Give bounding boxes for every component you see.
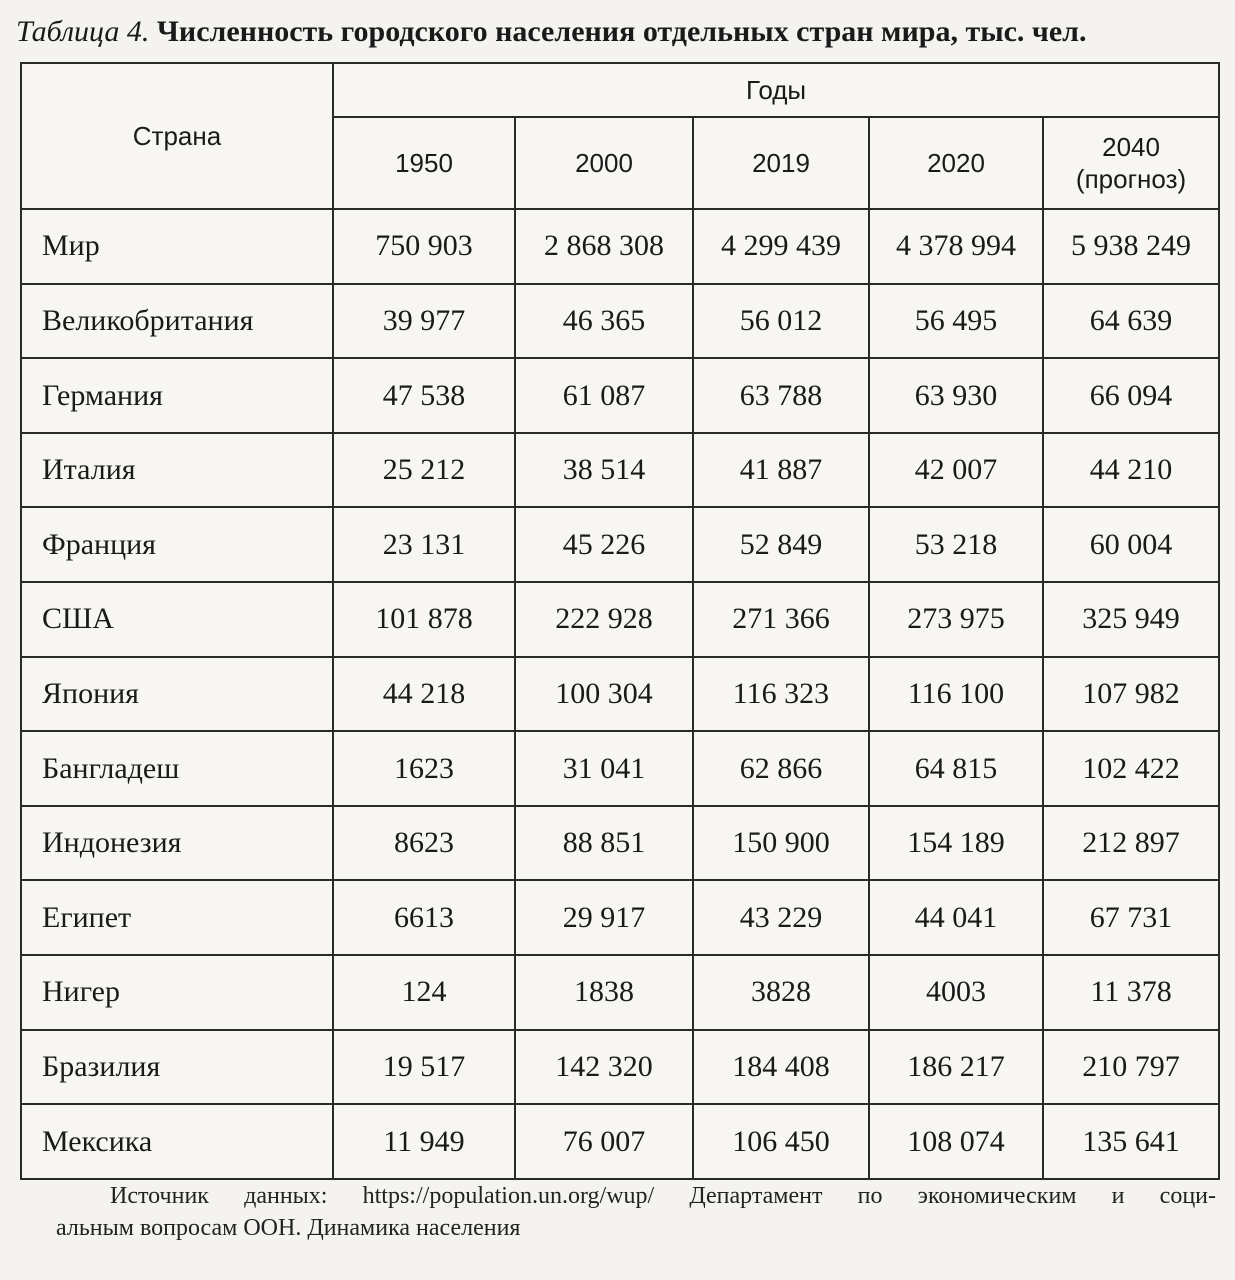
table-row bbox=[21, 880, 1219, 955]
table-row bbox=[21, 358, 1219, 433]
value-cell: 4003 bbox=[869, 955, 1043, 1030]
table-row bbox=[21, 955, 1219, 1030]
value-cell: 25 212 bbox=[333, 433, 515, 508]
country-cell: Нигер bbox=[21, 955, 333, 1030]
value-cell: 102 422 bbox=[1043, 731, 1219, 806]
table-row bbox=[21, 284, 1219, 359]
value-cell: 6613 bbox=[333, 880, 515, 955]
value-cell: 31 041 bbox=[515, 731, 693, 806]
value-cell: 39 977 bbox=[333, 284, 515, 359]
value-cell: 66 094 bbox=[1043, 358, 1219, 433]
country-cell: США bbox=[21, 582, 333, 657]
value-cell: 4 378 994 bbox=[869, 209, 1043, 284]
value-cell: 222 928 bbox=[515, 582, 693, 657]
country-cell: Индонезия bbox=[21, 806, 333, 881]
value-cell: 210 797 bbox=[1043, 1030, 1219, 1105]
year-header: 1950 bbox=[333, 117, 515, 209]
table-row bbox=[21, 731, 1219, 806]
value-cell: 142 320 bbox=[515, 1030, 693, 1105]
value-cell: 64 639 bbox=[1043, 284, 1219, 359]
country-cell: Мексика bbox=[21, 1104, 333, 1179]
value-cell: 124 bbox=[333, 955, 515, 1030]
value-cell: 186 217 bbox=[869, 1030, 1043, 1105]
value-cell: 67 731 bbox=[1043, 880, 1219, 955]
value-cell: 76 007 bbox=[515, 1104, 693, 1179]
value-cell: 106 450 bbox=[693, 1104, 869, 1179]
country-cell: Египет bbox=[21, 880, 333, 955]
value-cell: 2 868 308 bbox=[515, 209, 693, 284]
table-row bbox=[21, 209, 1219, 284]
table-row bbox=[21, 433, 1219, 508]
value-cell: 11 949 bbox=[333, 1104, 515, 1179]
year-header: 2019 bbox=[693, 117, 869, 209]
value-cell: 63 788 bbox=[693, 358, 869, 433]
table-row bbox=[21, 507, 1219, 582]
value-cell: 273 975 bbox=[869, 582, 1043, 657]
year-header: 2000 bbox=[515, 117, 693, 209]
years-header: Годы bbox=[333, 63, 1219, 117]
value-cell: 42 007 bbox=[869, 433, 1043, 508]
country-cell: Великобритания bbox=[21, 284, 333, 359]
value-cell: 88 851 bbox=[515, 806, 693, 881]
country-header: Страна bbox=[21, 63, 333, 209]
year-header: 2020 bbox=[869, 117, 1043, 209]
value-cell: 56 012 bbox=[693, 284, 869, 359]
value-cell: 46 365 bbox=[515, 284, 693, 359]
value-cell: 1623 bbox=[333, 731, 515, 806]
table-body bbox=[21, 209, 1219, 1179]
value-cell: 29 917 bbox=[515, 880, 693, 955]
value-cell: 212 897 bbox=[1043, 806, 1219, 881]
value-cell: 4 299 439 bbox=[693, 209, 869, 284]
value-cell: 8623 bbox=[333, 806, 515, 881]
value-cell: 116 100 bbox=[869, 657, 1043, 732]
value-cell: 47 538 bbox=[333, 358, 515, 433]
table-row bbox=[21, 582, 1219, 657]
value-cell: 60 004 bbox=[1043, 507, 1219, 582]
source-note bbox=[56, 1180, 1216, 1244]
country-cell: Япония bbox=[21, 657, 333, 732]
country-cell: Бразилия bbox=[21, 1030, 333, 1105]
value-cell: 271 366 bbox=[693, 582, 869, 657]
value-cell: 135 641 bbox=[1043, 1104, 1219, 1179]
table-title: Численность городского населения отдельных стран мира, тыс. чел. bbox=[156, 15, 1087, 48]
value-cell: 750 903 bbox=[333, 209, 515, 284]
value-cell: 3828 bbox=[693, 955, 869, 1030]
value-cell: 5 938 249 bbox=[1043, 209, 1219, 284]
value-cell: 44 218 bbox=[333, 657, 515, 732]
table-row bbox=[21, 1104, 1219, 1179]
value-cell: 325 949 bbox=[1043, 582, 1219, 657]
value-cell: 108 074 bbox=[869, 1104, 1043, 1179]
country-cell: Италия bbox=[21, 433, 333, 508]
table-row bbox=[21, 1030, 1219, 1105]
value-cell: 38 514 bbox=[515, 433, 693, 508]
country-cell: Мир bbox=[21, 209, 333, 284]
value-cell: 19 517 bbox=[333, 1030, 515, 1105]
country-cell: Бангладеш bbox=[21, 731, 333, 806]
source-line-2: альным вопросам ООН. Динамика населения bbox=[56, 1215, 521, 1241]
value-cell: 52 849 bbox=[693, 507, 869, 582]
value-cell: 45 226 bbox=[515, 507, 693, 582]
value-cell: 154 189 bbox=[869, 806, 1043, 881]
table-row bbox=[21, 806, 1219, 881]
value-cell: 184 408 bbox=[693, 1030, 869, 1105]
value-cell: 44 041 bbox=[869, 880, 1043, 955]
table-number: Таблица 4. bbox=[16, 15, 150, 48]
urban-population-table bbox=[20, 62, 1220, 1180]
value-cell: 62 866 bbox=[693, 731, 869, 806]
value-cell: 44 210 bbox=[1043, 433, 1219, 508]
table-caption bbox=[16, 12, 1221, 52]
value-cell: 43 229 bbox=[693, 880, 869, 955]
table-row bbox=[21, 657, 1219, 732]
year-header: 2040 (прогноз) bbox=[1043, 117, 1219, 209]
value-cell: 56 495 bbox=[869, 284, 1043, 359]
source-line-1: Источник данных: https://population.un.org/wup/ Департамент по экономическим и соци- bbox=[110, 1183, 1216, 1209]
value-cell: 61 087 bbox=[515, 358, 693, 433]
value-cell: 23 131 bbox=[333, 507, 515, 582]
value-cell: 63 930 bbox=[869, 358, 1043, 433]
value-cell: 64 815 bbox=[869, 731, 1043, 806]
value-cell: 150 900 bbox=[693, 806, 869, 881]
value-cell: 11 378 bbox=[1043, 955, 1219, 1030]
value-cell: 1838 bbox=[515, 955, 693, 1030]
value-cell: 101 878 bbox=[333, 582, 515, 657]
value-cell: 107 982 bbox=[1043, 657, 1219, 732]
value-cell: 100 304 bbox=[515, 657, 693, 732]
country-cell: Франция bbox=[21, 507, 333, 582]
value-cell: 41 887 bbox=[693, 433, 869, 508]
value-cell: 53 218 bbox=[869, 507, 1043, 582]
country-cell: Германия bbox=[21, 358, 333, 433]
value-cell: 116 323 bbox=[693, 657, 869, 732]
